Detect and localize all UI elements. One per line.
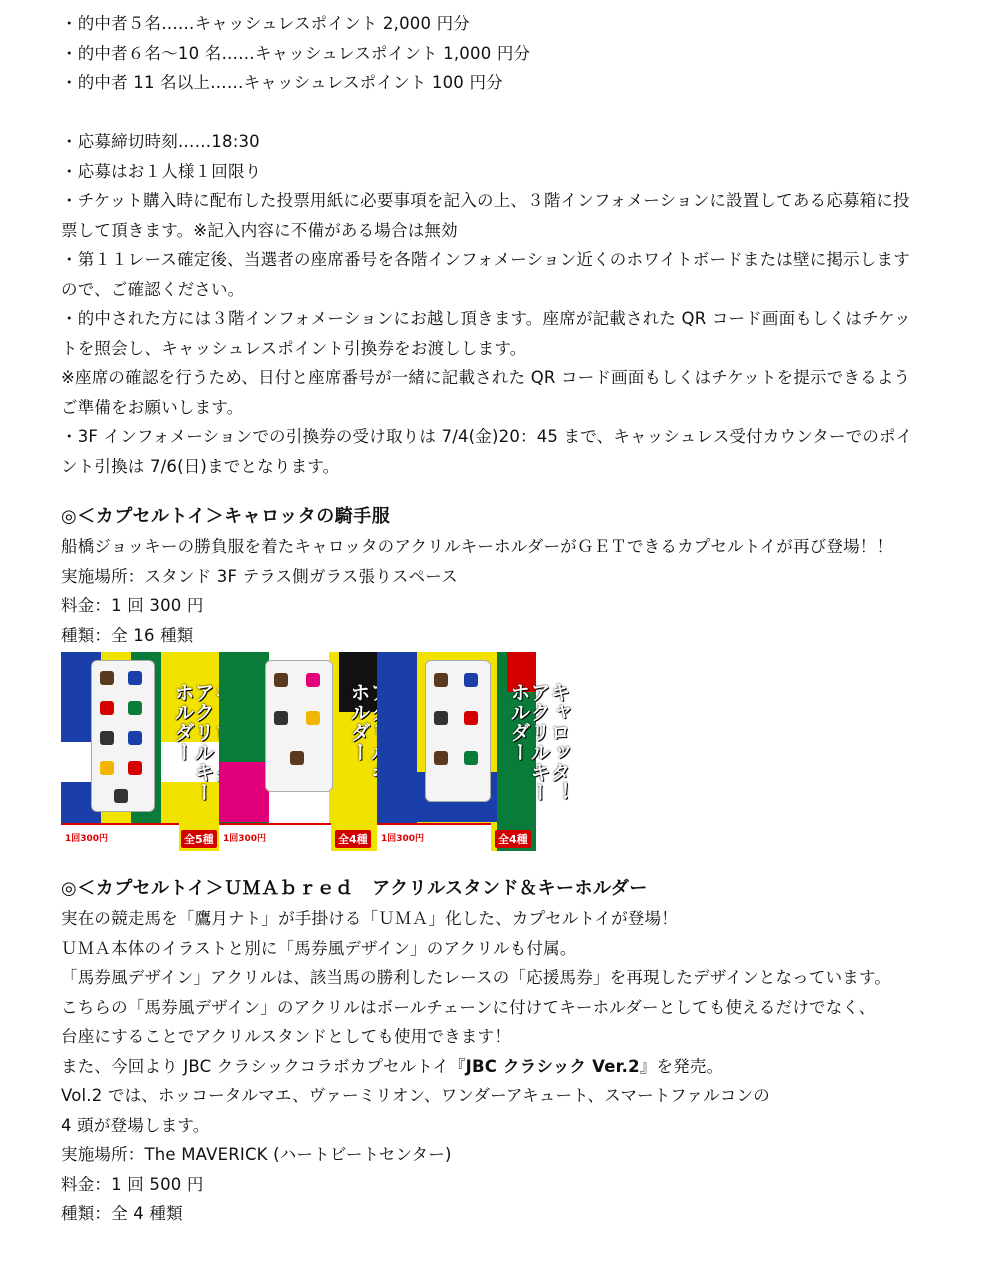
banner-price: 1回300円 (223, 834, 267, 844)
prize-line: ・的中者６名～10 名……キャッシュレスポイント 1,000 円分 (61, 43, 531, 63)
banner-panel (61, 652, 219, 851)
section-carrotta-capsule-toy (61, 502, 966, 851)
rules-line: ので、ご確認ください。 (61, 279, 245, 299)
section-line: 「馬券風デザイン」アクリルは、該当馬の勝利したレースの「応援馬券」を再現したデザインとなっています。 (61, 968, 892, 987)
banner-count: 全4種 (335, 830, 371, 848)
section-heading: ◎＜カプセルトイ＞ＵＭＡｂｒｅｄ アクリルスタンド＆キーホルダー (61, 878, 648, 899)
section-line: 船橋ジョッキーの勝負服を着たキャロッタのアクリルキーホルダーがＧＥＴできるカプセルトイが再び登場！！ (61, 537, 894, 556)
rules-line: ・第１１レース確定後、当選者の座席番号を各階インフォメーション近くのホワイトボードまたは壁に掲示します (61, 250, 910, 269)
document-body (61, 9, 966, 1229)
section-line: 実施場所：The MAVERICK (ハートビートセンター) (61, 1145, 452, 1164)
section-line: ＵＭＡ本体のイラストと別に「馬券風デザイン」のアクリルも付属。 (61, 938, 577, 958)
banner-price: 1回300円 (65, 834, 109, 844)
rules-line: ※座席の確認を行うため、日付と座席番号が一緒に記載された QR コード画面もしくはチケットを提示できるよう (61, 368, 911, 387)
section-line: 種類：全 16 種類 (61, 625, 194, 645)
section-line: 台座にすることでアクリルスタンドとしても使用できます！ (61, 1027, 511, 1046)
banner-title: キャロッタ！アクリルキーホルダー (507, 682, 571, 802)
jbc-announcement: また、今回より JBC クラシックコラボカプセルトイ『JBC クラシック Ver.2』を発売。 (61, 1056, 724, 1076)
rules-line: 票して頂きます。※記入内容に不備がある場合は無効 (61, 220, 458, 240)
jbc-product-name: JBC クラシック Ver.2 (465, 1056, 640, 1076)
section-line: Vol.2 では、ホッコータルマエ、ヴァーミリオン、ワンダーアキュート、スマートファルコンの (61, 1086, 770, 1105)
section-line: 実施場所：スタンド 3F テラス側ガラス張りスペース (61, 566, 458, 586)
keyholder-card (425, 660, 491, 802)
capsule-toy-banner-image (61, 652, 571, 851)
banner-count: 全4種 (495, 830, 531, 848)
section-line: 4 頭が登場します。 (61, 1115, 210, 1135)
rules-line: ・応募はお１人様１回限り (61, 161, 262, 181)
rules-line: ・的中された方には３階インフォメーションにお越し頂きます。座席が記載された QR コード画面もしくはチケッ (61, 309, 911, 328)
section-line: こちらの「馬券風デザイン」のアクリルはボールチェーンに付けてキーホルダーとしても使えるだけでなく、 (61, 997, 876, 1017)
rules-list (61, 127, 966, 481)
rules-line: ント引換は 7/6(日)までとなります。 (61, 456, 340, 476)
banner-panel (219, 652, 377, 851)
banner-price: 1回300円 (381, 834, 425, 844)
banner-count: 全5種 (181, 830, 217, 848)
rules-line: ・応募締切時刻……18:30 (61, 132, 260, 151)
prize-list (61, 9, 966, 98)
section-line: 実在の競走馬を「鷹月ナト」が手掛ける「ＵＭＡ」化した、カプセルトイが登場！ (61, 909, 678, 928)
banner-panel (377, 652, 571, 851)
section-line: 種類：全 4 種類 (61, 1204, 183, 1223)
rules-line: ・チケット購入時に配布した投票用紙に必要事項を記入の上、３階インフォメーションに設置してある応募箱に投 (61, 191, 910, 210)
banner-title: ホルダー (347, 682, 371, 762)
prize-line: ・的中者 11 名以上……キャッシュレスポイント 100 円分 (61, 73, 503, 92)
keyholder-card (91, 660, 155, 812)
rules-line: トを照会し、キャッシュレスポイント引換券をお渡しします。 (61, 338, 527, 358)
keyholder-card (265, 660, 333, 792)
prize-line: ・的中者５名……キャッシュレスポイント 2,000 円分 (61, 14, 471, 33)
section-heading: ◎＜カプセルトイ＞キャロッタの騎手服 (61, 506, 391, 527)
banner-title: アクリルキーホルダー (171, 682, 215, 802)
section-line: 料金：1 回 300 円 (61, 596, 204, 615)
rules-line: ・3F インフォメーションでの引換券の受け取りは 7/4(金)20：45 まで、キャッシュレス受付カウンターでのポイ (61, 427, 913, 446)
section-line: 料金：1 回 500 円 (61, 1174, 204, 1194)
section-umabred-capsule-toy (61, 874, 966, 1229)
rules-line: ご準備をお願いします。 (61, 397, 244, 417)
